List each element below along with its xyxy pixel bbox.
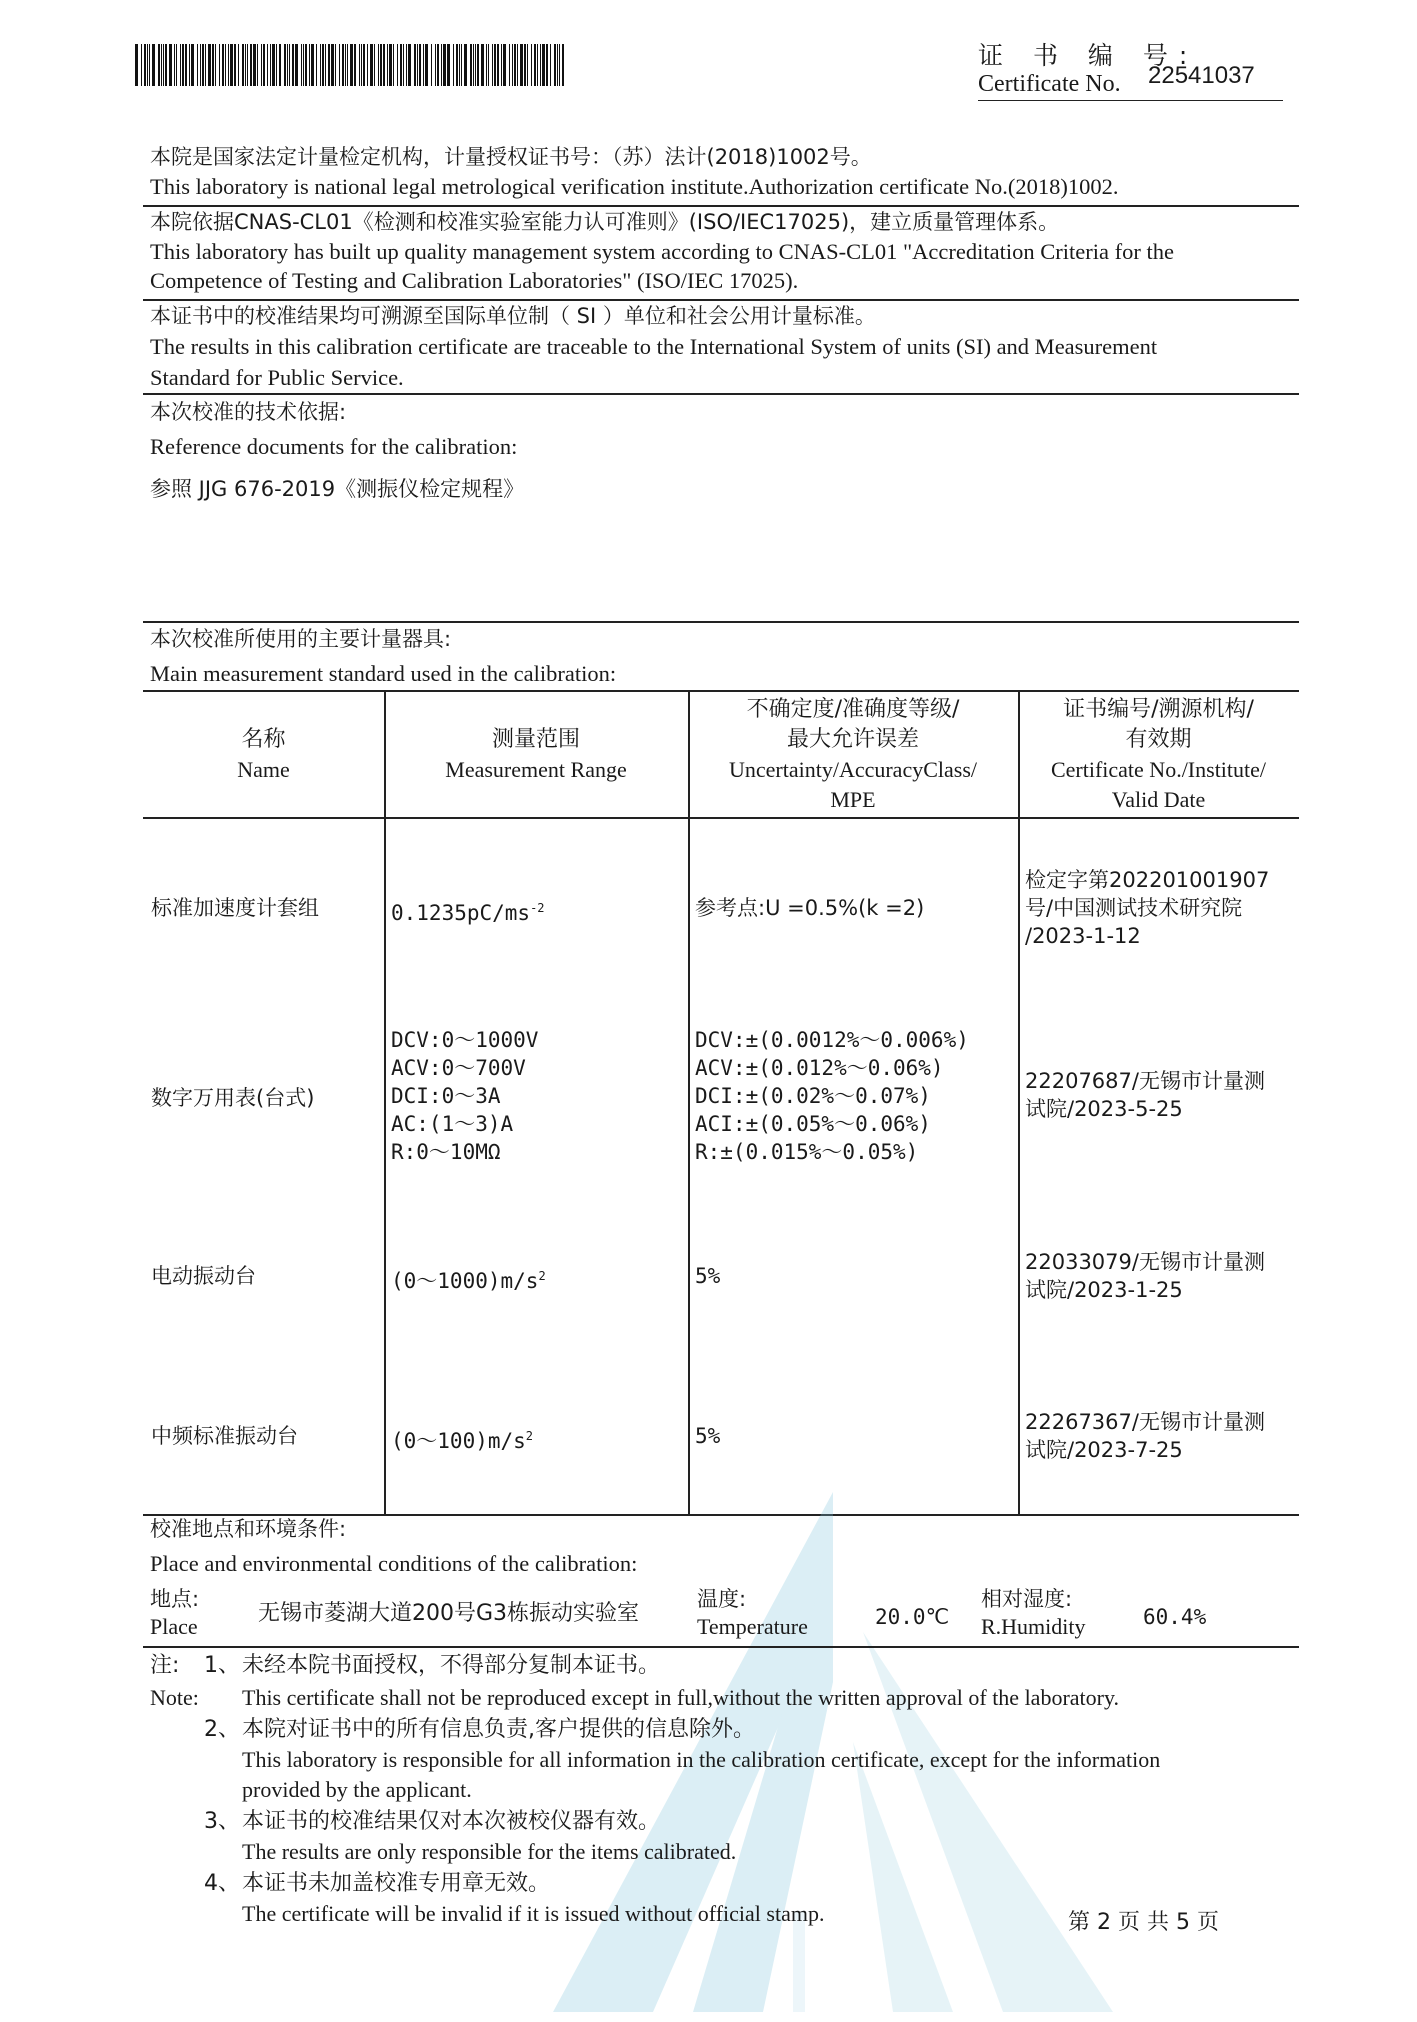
divider [143,299,1299,301]
humidity-label-en: R.Humidity [981,1614,1086,1639]
humidity-value: 60.4% [1143,1605,1207,1629]
environment-title-en: Place and environmental conditions of the calibration: [150,1551,638,1576]
reference-title-cn: 本次校准的技术依据: [150,400,347,424]
row-2-uncertainty-line4: ACI:±(0.05%～0.06%) [695,1112,931,1136]
header-row-divider [143,817,1299,819]
row-2-range-line4: AC:(1～3)A [391,1112,514,1136]
header-name-cn: 名称 [241,726,286,752]
note-2-en-line2: provided by the applicant. [242,1777,472,1802]
note-2-en-line1: This laboratory is responsible for all information in the calibration certificate, except for the information [242,1747,1161,1772]
row-2-range-line3: DCI:0～3A [391,1084,501,1108]
row-3-range: $(0\sim 1000)m/s^2$ [391,1269,546,1293]
traceability-en-line1: The results in this calibration certificate are traceable to the International System of units (SI) and Measurement [150,334,1158,359]
note-3-cn: 本证书的校准结果仅对本次被校仪器有效。 [242,1809,661,1834]
header-certificate-en-2: Valid Date [1111,786,1206,812]
row-1-cert-line2: 号/中国测试技术研究院 [1025,896,1243,920]
standards-table [143,690,1299,1516]
row-3-name: 电动振动台 [151,1264,256,1288]
row-2-cert-line2: 试院/2023-5-25 [1025,1097,1183,1121]
note-1-en: This certificate shall not be reproduced except in full,without the written approval of the laboratory. [242,1685,1120,1710]
certificate-number: 22541037 [1148,62,1255,89]
row-4-name: 中频标准振动台 [151,1424,298,1448]
header-uncertainty-cn-1: 不确定度/准确度等级/ [746,696,960,722]
standards-title-cn: 本次校准所使用的主要计量器具: [150,627,452,651]
certificate-underline [978,100,1283,101]
note-3-en: The results are only responsible for the items calibrated. [242,1839,737,1864]
row-2-range-line2: ACV:0～700V [391,1056,526,1080]
note-3-number: 3、 [204,1809,240,1834]
header-uncertainty-en-2: MPE [830,786,876,812]
header-range-cn: 测量范围 [491,726,580,752]
quality-cn: 本院依据CNAS-CL01《检测和校准实验室能力认可准则》(ISO/IEC17025)，建立质量管理体系。 [150,210,1060,234]
certificate-label-en: Certificate No. [978,71,1121,97]
traceability-cn: 本证书中的校准结果均可溯源至国际单位制（ SI ）单位和社会公用计量标准。 [150,304,876,328]
row-2-uncertainty-line1: DCV:±(0.0012%～0.006%) [695,1028,969,1052]
environment-title-cn: 校准地点和环境条件: [150,1517,347,1541]
place-label-cn: 地点: [150,1587,200,1611]
row-1-cert-line1: 检定字第202201001907 [1025,868,1270,892]
row-1-uncertainty: 参考点:U =0.5%(k =2) [695,896,925,920]
temperature-label-cn: 温度: [697,1587,747,1611]
barcode-image [135,44,569,86]
page-number: 第 2 页 共 5 页 [1068,1910,1219,1935]
row-3-cert-line1: 22033079/无锡市计量测 [1025,1250,1265,1274]
note-2-cn: 本院对证书中的所有信息负责,客户提供的信息除外。 [242,1717,755,1742]
header-name-en: Name [237,756,290,782]
temperature-label-en: Temperature [697,1614,808,1639]
header-uncertainty-cn-2: 最大允许误差 [786,726,919,752]
authorization-en: This laboratory is national legal metrological verification institute.Authorization certificate No.(2018)1002. [150,174,1119,199]
temperature-value: 20.0℃ [875,1605,950,1629]
place-label-en: Place [150,1614,198,1639]
row-2-uncertainty-line5: R:±(0.015%～0.05%) [695,1140,919,1164]
divider [143,621,1299,623]
header-certificate [1018,692,1299,817]
row-4-cert-line2: 试院/2023-7-25 [1025,1438,1183,1462]
row-2-uncertainty-line3: DCI:±(0.02%～0.07%) [695,1084,931,1108]
traceability-en-line2: Standard for Public Service. [150,365,404,390]
row-3-cert-line2: 试院/2023-1-25 [1025,1278,1183,1302]
certificate-label-cn: 证 书 编 号: [978,41,1199,70]
authorization-cn: 本院是国家法定计量检定机构，计量授权证书号：（苏）法计(2018)1002号。 [150,145,872,169]
row-2-cert-line1: 22207687/无锡市计量测 [1025,1069,1265,1093]
barcode-gap [564,44,565,86]
row-4-range: $(0\sim 100)m/s^2$ [391,1429,534,1453]
humidity-label-cn: 相对湿度: [981,1587,1073,1611]
row-2-name: 数字万用表(台式) [151,1086,315,1110]
note-1-number: 1、 [204,1653,240,1678]
row-1-range: $0.1235pC/ms^{-2}$ [391,901,545,925]
reference-title-en: Reference documents for the calibration: [150,434,518,459]
note-4-cn: 本证书未加盖校准专用章无效。 [242,1871,551,1896]
reference-document: 参照 JJG 676-2019《测振仪检定规程》 [150,477,525,501]
header-range [384,692,688,817]
note-1-cn: 未经本院书面授权，不得部分复制本证书。 [242,1653,661,1678]
header-uncertainty [688,692,1018,817]
row-2-range-line5: R:0～10MΩ [391,1140,501,1164]
place-value: 无锡市菱湖大道200号G3栋振动实验室 [258,1601,640,1626]
header-range-en: Measurement Range [445,756,627,782]
row-4-cert-line1: 22267367/无锡市计量测 [1025,1410,1265,1434]
note-2-number: 2、 [204,1717,240,1742]
header-certificate-en-1: Certificate No./Institute/ [1050,756,1267,782]
notes-label-en: Note: [150,1685,199,1710]
divider [143,205,1299,207]
divider [143,1646,1299,1648]
row-1-name: 标准加速度计套组 [151,896,319,920]
standards-title-en: Main measurement standard used in the calibration: [150,661,617,686]
divider [143,393,1299,395]
notes-label-cn: 注: [150,1653,180,1678]
certificate-number-block [978,42,1338,98]
header-name [143,692,384,817]
note-4-number: 4、 [204,1871,240,1896]
row-2-range-line1: DCV:0～1000V [391,1028,539,1052]
header-uncertainty-en-1: Uncertainty/AccuracyClass/ [728,756,977,782]
row-4-uncertainty: 5% [695,1424,721,1448]
row-3-uncertainty: 5% [695,1264,721,1288]
quality-en-line1: This laboratory has built up quality management system according to CNAS-CL01 "Accreditation Criteria for the [150,239,1174,264]
quality-en-line2: Competence of Testing and Calibration Laboratories" (ISO/IEC 17025). [150,268,799,293]
header-certificate-cn-2: 有效期 [1125,726,1192,752]
header-certificate-cn-1: 证书编号/溯源机构/ [1063,696,1254,722]
row-2-uncertainty-line2: ACV:±(0.012%～0.06%) [695,1056,944,1080]
note-4-en: The certificate will be invalid if it is issued without official stamp. [242,1901,825,1926]
row-1-cert-line3: /2023-1-12 [1025,924,1141,948]
